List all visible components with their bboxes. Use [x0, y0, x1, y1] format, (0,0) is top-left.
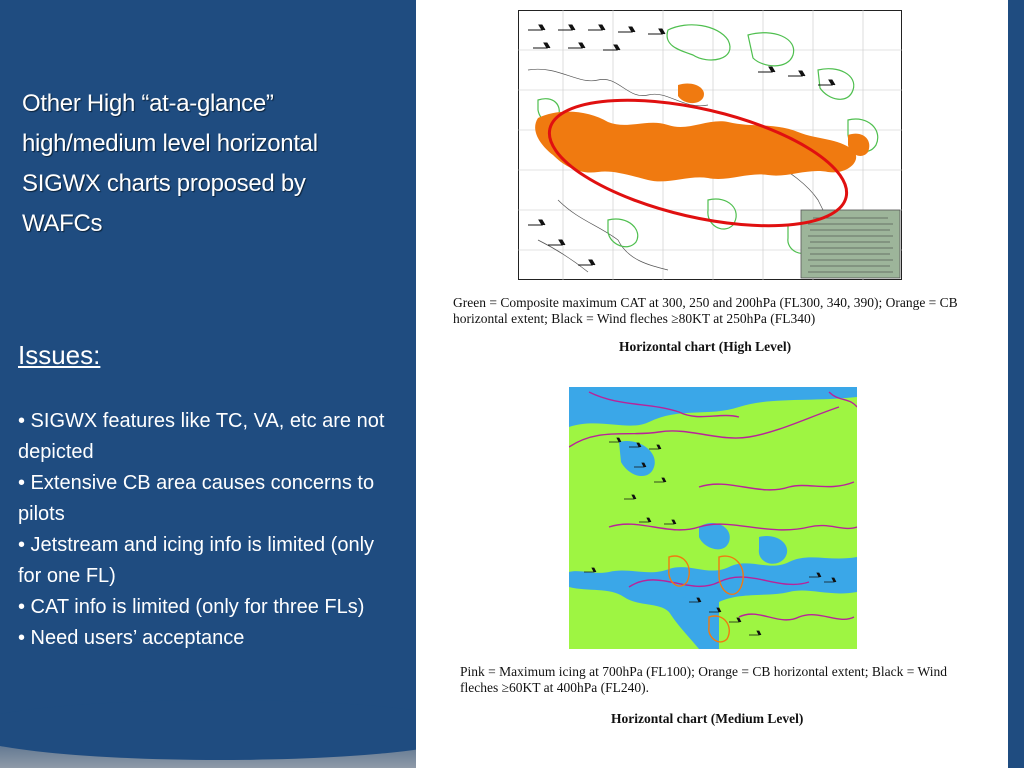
- high-level-legend: Green = Composite maximum CAT at 300, 250 and 200hPa (FL300, 340, 390); Orange = CB horizontal extent; Black = Wind fleches ≥80KT at 250hPa (FL340): [453, 295, 958, 326]
- issue-item: • Need users’ acceptance: [18, 627, 245, 649]
- issue-item: • Jetstream and icing info is limited (only for one FL): [18, 534, 375, 587]
- high-level-map: [518, 10, 902, 280]
- right-edge: [1008, 0, 1024, 768]
- issue-item: • SIGWX features like TC, VA, etc are not depicted: [18, 410, 385, 463]
- issue-item: • Extensive CB area causes concerns to pilots: [18, 472, 375, 525]
- medium-level-chart-title: Horizontal chart (Medium Level): [611, 711, 804, 726]
- issues-heading: Issues:: [18, 340, 101, 370]
- issues-list: [18, 406, 388, 654]
- issue-item: • CAT info is limited (only for three FLs): [18, 596, 365, 618]
- slide-title: Other High “at-a-glance” high/medium level horizontal SIGWX charts proposed by WAFCs: [22, 90, 318, 237]
- high-level-chart-title: Horizontal chart (High Level): [619, 339, 792, 354]
- medium-level-legend: Pink = Maximum icing at 700hPa (FL100); Orange = CB horizontal extent; Black = Wind fleches ≥60KT at 400hPa (FL240).: [460, 664, 947, 695]
- medium-level-map: [569, 387, 857, 649]
